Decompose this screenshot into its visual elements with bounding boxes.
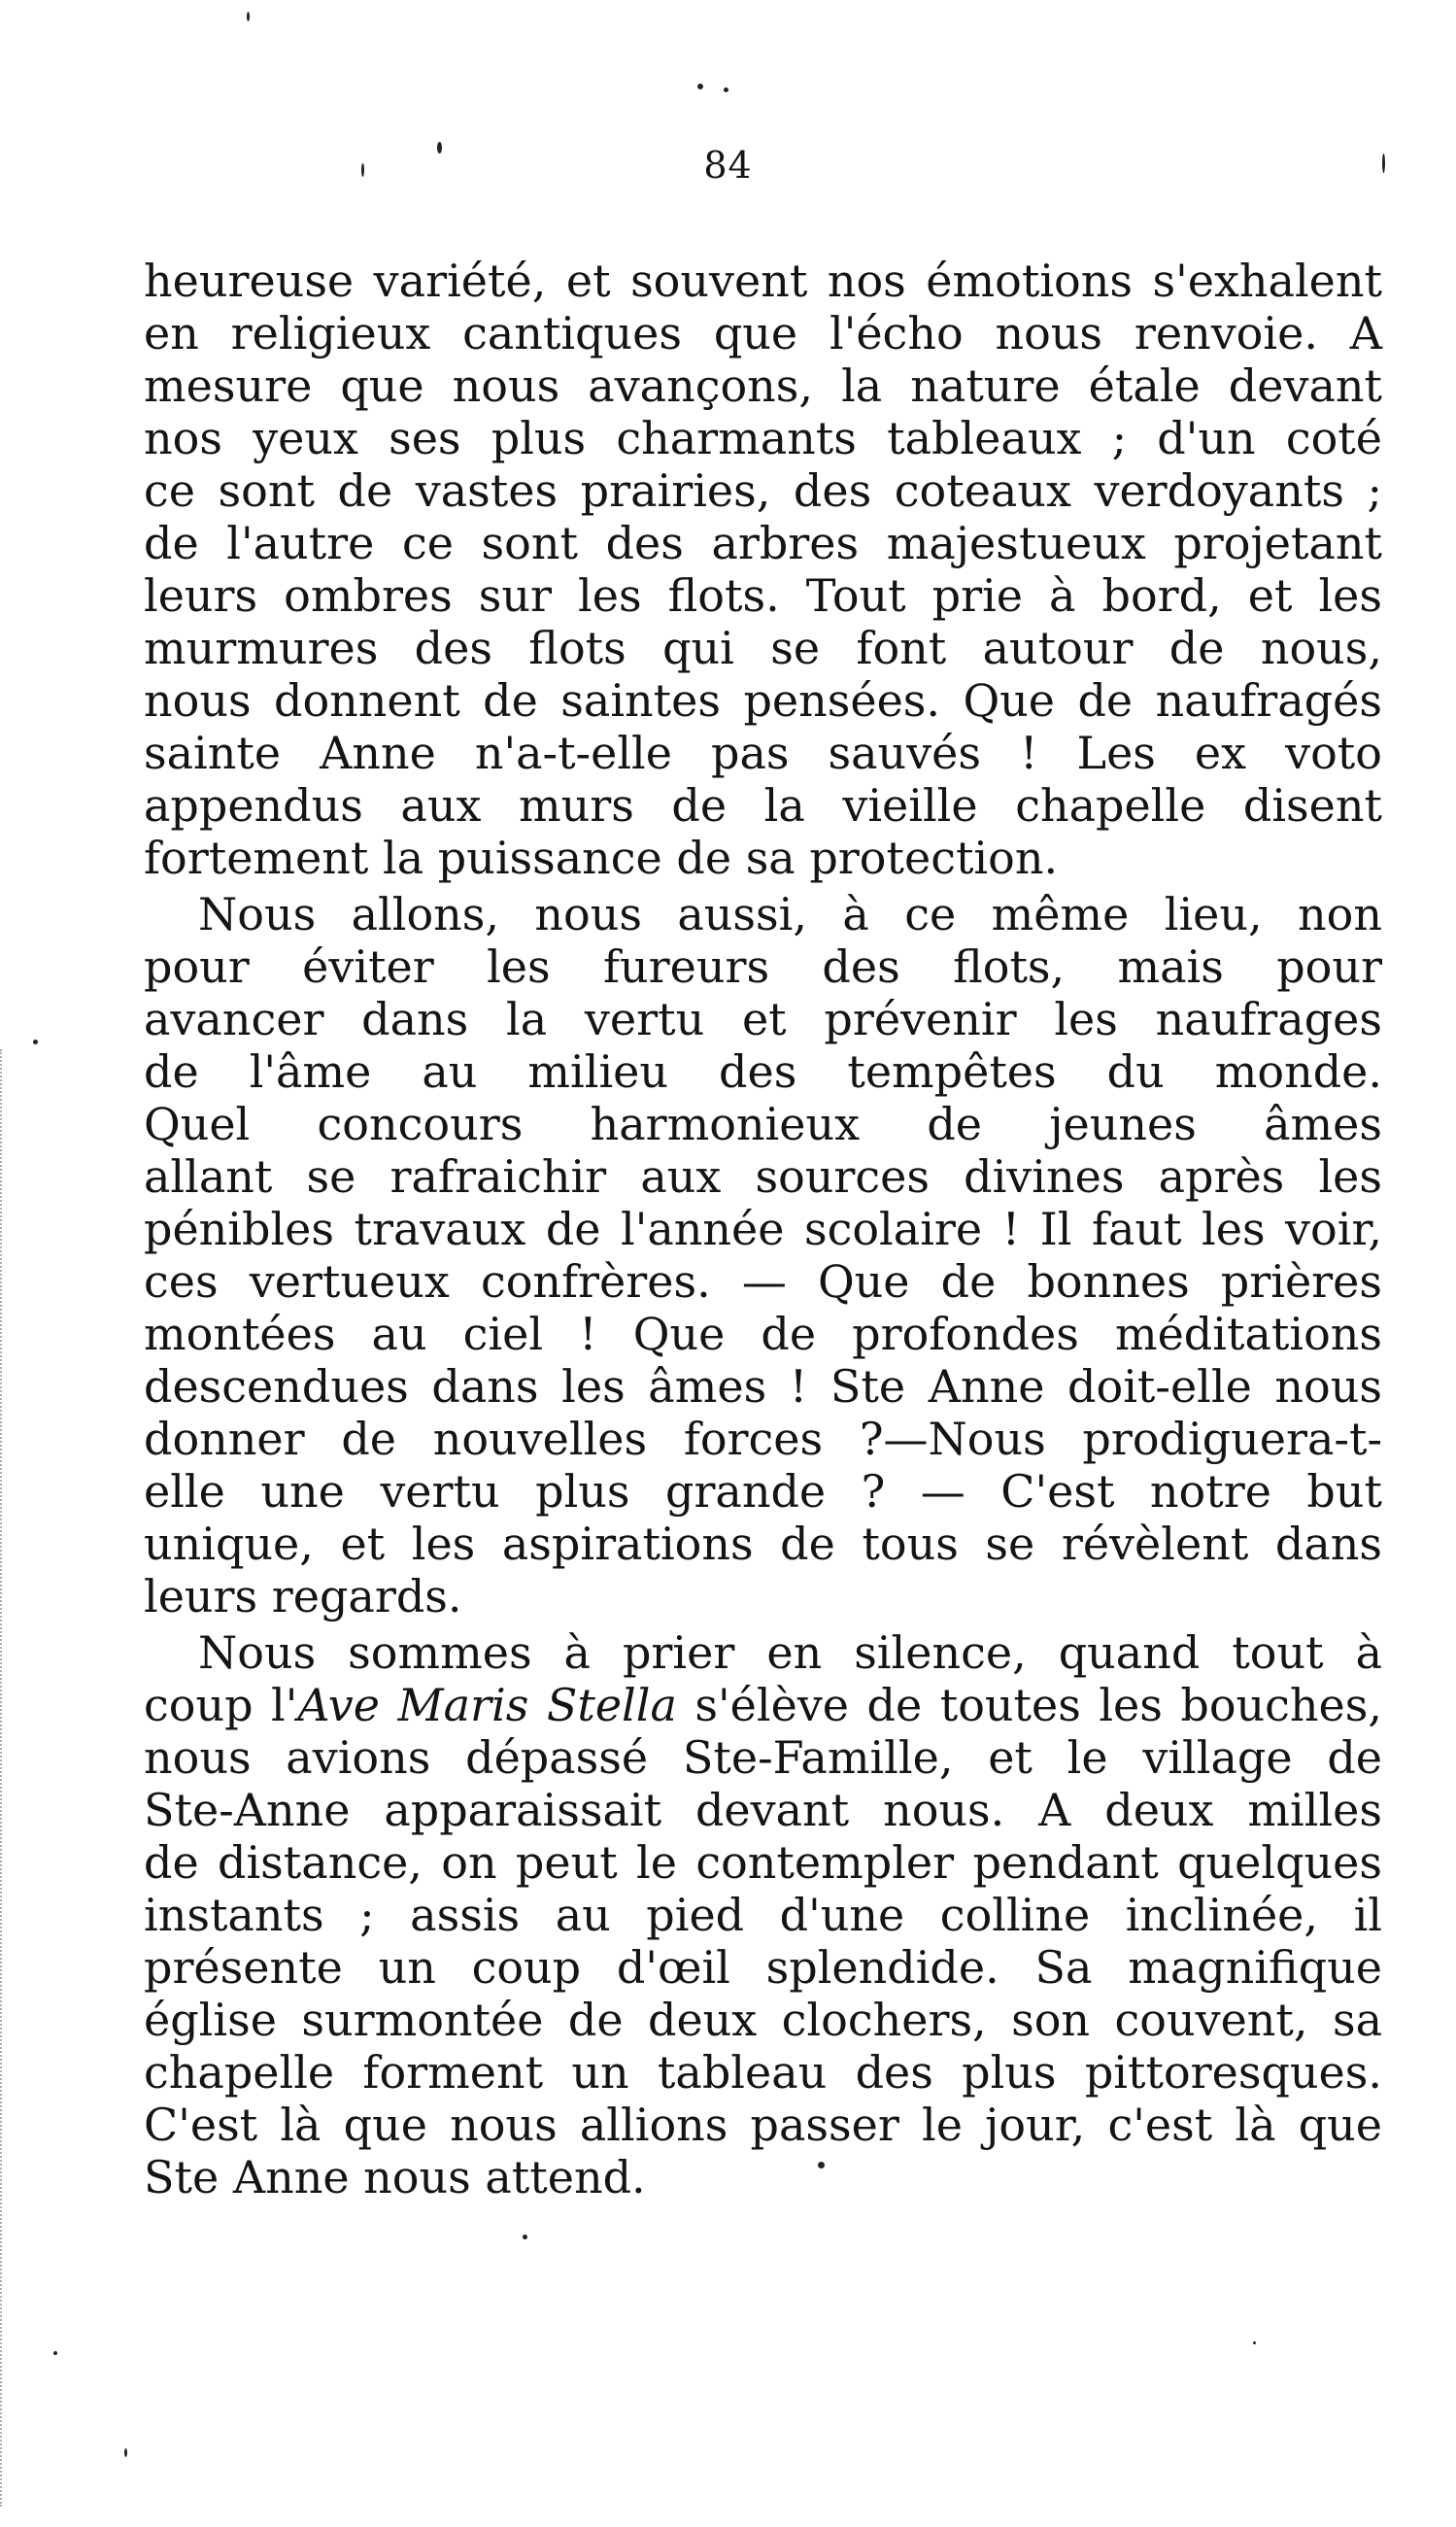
text-line: Ste Anne nous attend. — [144, 2151, 646, 2203]
text-line: murmures des flots qui se font autour de nous, — [144, 622, 1382, 674]
text-line: leurs regards. — [144, 1570, 462, 1622]
scan-speck — [1253, 2341, 1256, 2344]
scan-speck — [523, 2235, 527, 2239]
scan-speck — [53, 2351, 57, 2355]
text-fragment: coup l' — [144, 1679, 298, 1731]
text-line: allant se rafraichir aux sources divines après les — [144, 1150, 1382, 1203]
text-line: nos yeux ses plus charmants tableaux ; d'un coté — [144, 412, 1382, 464]
text-line: heureuse variété, et souvent nos émotions s'exhalent — [144, 255, 1382, 307]
text-line: elle une vertu plus grande ? — C'est notre but — [144, 1465, 1382, 1518]
text-line: ce sont de vastes prairies, des coteaux verdoyants ; — [144, 464, 1382, 517]
paragraph-2 — [144, 888, 1382, 1622]
scan-speck — [697, 84, 703, 89]
paragraph-3 — [144, 1626, 1382, 2203]
text-line: sainte Anne n'a-t-elle pas sauvés ! Les ex voto — [144, 727, 1382, 779]
scan-speck — [124, 2448, 127, 2457]
page-number: 84 — [703, 144, 753, 187]
text-line: Quel concours harmonieux de jeunes âmes — [144, 1098, 1382, 1150]
scan-speck — [33, 1040, 38, 1044]
text-fragment: s'élève de toutes les bouches, — [676, 1679, 1383, 1731]
text-line: de l'autre ce sont des arbres majestueux projetant — [144, 517, 1382, 569]
text-line: fortement la puissance de sa protection. — [144, 832, 1059, 884]
text-line: de distance, on peut le contempler pendant quelques — [144, 1836, 1382, 1889]
text-line: de l'âme au milieu des tempêtes du monde. — [144, 1045, 1382, 1098]
text-line: avancer dans la vertu et prévenir les naufrages — [144, 993, 1382, 1045]
text-line: en religieux cantiques que l'écho nous renvoie. A — [144, 307, 1382, 359]
text-line: nous donnent de saintes pensées. Que de naufragés — [144, 674, 1382, 727]
text-line: leurs ombres sur les flots. Tout prie à bord, et les — [144, 569, 1382, 622]
scan-speck — [724, 87, 728, 92]
text-line: chapelle forment un tableau des plus pittoresques. — [144, 2046, 1382, 2099]
text-line: nous avions dépassé Ste-Famille, et le village de — [144, 1731, 1382, 1784]
text-line: unique, et les aspirations de tous se révèlent dans — [144, 1518, 1382, 1570]
text-line: ces vertueux confrères. — Que de bonnes prières — [144, 1255, 1382, 1308]
text-line-with-italic — [144, 1679, 1382, 1731]
paragraph-1 — [144, 255, 1382, 884]
text-line: présente un coup d'œil splendide. Sa magnifique — [144, 1941, 1382, 1994]
text-line: donner de nouvelles forces ?—Nous prodiguera-t- — [144, 1413, 1382, 1465]
text-line: église surmontée de deux clochers, son couvent, sa — [144, 1994, 1382, 2046]
text-line: mesure que nous avançons, la nature étale devant — [144, 359, 1382, 412]
text-line: pour éviter les fureurs des flots, mais pour — [144, 940, 1382, 993]
scan-speck — [247, 12, 250, 21]
text-line: Ste-Anne apparaissait devant nous. A deux milles — [144, 1784, 1382, 1836]
text-line: pénibles travaux de l'année scolaire ! Il faut les voir, — [144, 1203, 1382, 1255]
text-line: montées au ciel ! Que de profondes méditations — [144, 1308, 1382, 1360]
text-line: instants ; assis au pied d'une colline inclinée, il — [144, 1889, 1382, 1941]
scan-left-edge — [0, 1049, 16, 2507]
italic-phrase: Ave Maris Stella — [297, 1679, 677, 1731]
text-line: descendues dans les âmes ! Ste Anne doit-elle nous — [144, 1360, 1382, 1413]
text-line: appendus aux murs de la vieille chapelle disent — [144, 779, 1382, 832]
text-line: Nous sommes à prier en silence, quand tout à — [198, 1626, 1382, 1679]
body-text — [144, 255, 1382, 2207]
text-line: C'est là que nous allions passer le jour, c'est là que — [144, 2099, 1382, 2151]
text-line: Nous allons, nous aussi, à ce même lieu, non — [198, 888, 1382, 940]
